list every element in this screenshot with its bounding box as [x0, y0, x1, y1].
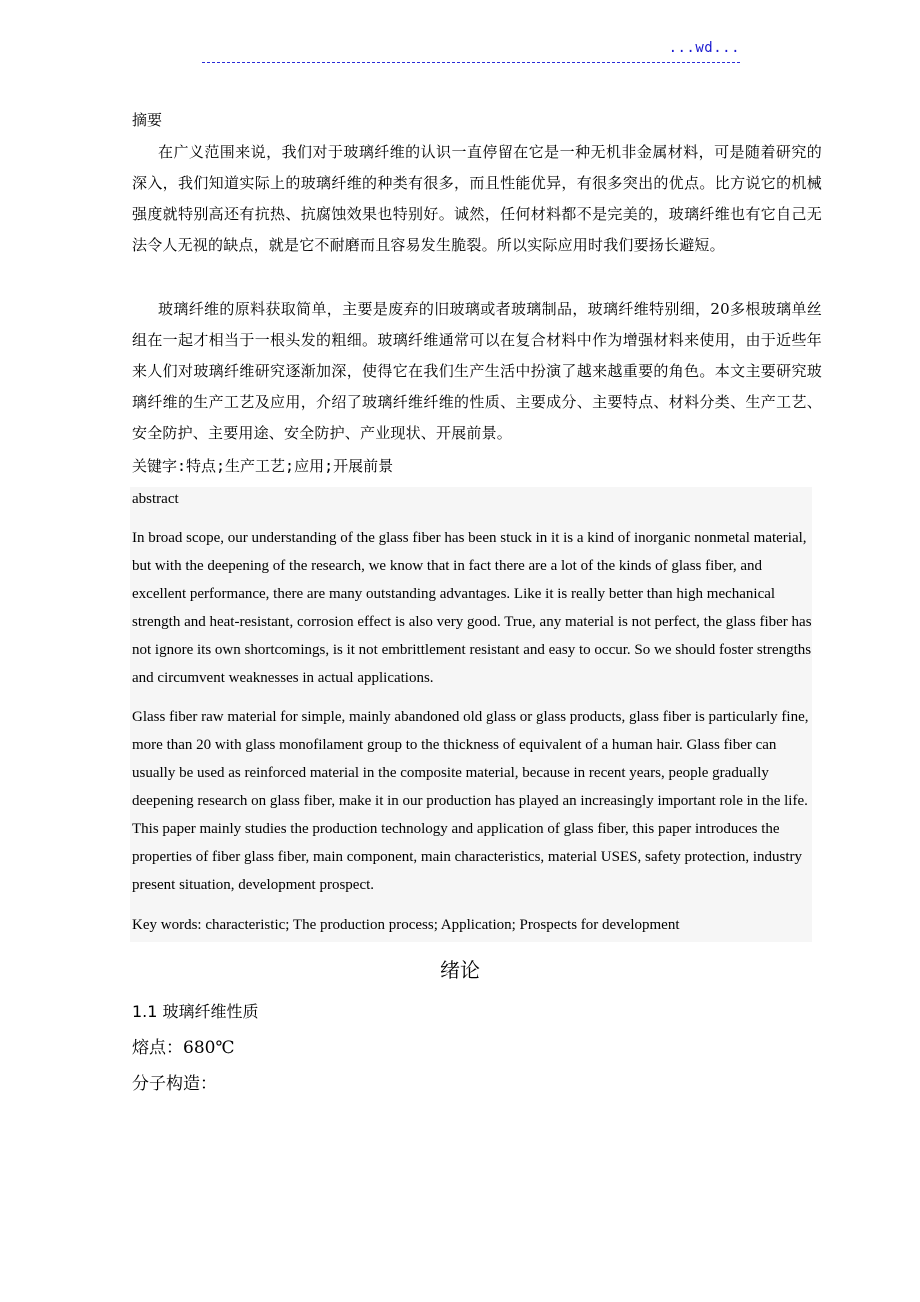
subsection-title: 1.1 玻璃纤维性质 — [132, 1002, 259, 1021]
keywords-zh: 关键字:特点;生产工艺;应用;开展前景 — [132, 457, 394, 475]
abstract-zh-title: 摘要 — [132, 111, 163, 129]
abstract-zh-paragraph: 玻璃纤维的原料获取简单，主要是废弃的旧玻璃或者玻璃制品，玻璃纤维特别细，20多根玻璃单丝组在一起才相当于一根头发的粗细。玻璃纤维通常可以在复合材料中作为增强材料来使用，由于近些年来人们对玻璃纤维研究逐渐加深，使得它在我们生产生活中扮演了越来越重要的角色。本文主要研究玻璃纤维的生产工艺及应用，介绍了玻璃纤维纤维的性质、主要成分、主要特点、材料分类、生产工艺、安全防护、主要用途、安全防护、产业现状、开展前景。 — [132, 300, 822, 442]
abstract-en-paragraph: In broad scope, our understanding of the glass fiber has been stuck in it is a kind of inorganic nonmetal material, but with the deepening of the research, we know that in fact there are a lot of the kinds of glass fiber, and excellent performance, there are many outstanding advantages. Like it is really better than high mechanical strength and heat-resistant, corrosion effect is also very good. True, any material is not perfect, the glass fiber has not ignore its own shortcomings, is it not embrittlement resistant and easy to occur. So we should foster strengths and circumvent weaknesses in actual applications. — [132, 530, 812, 686]
melting-point-line: 熔点：680℃ — [132, 1038, 235, 1058]
abstract-en-title: abstract — [132, 491, 179, 507]
page-header — [202, 40, 740, 63]
keywords-en: Key words: characteristic; The production process; Application; Prospects for development — [132, 917, 680, 933]
molecular-structure-line: 分子构造： — [132, 1074, 217, 1094]
abstract-zh-paragraph: 在广义范围来说，我们对于玻璃纤维的认识一直停留在它是一种无机非金属材料，可是随着研究的深入，我们知道实际上的玻璃纤维的种类有很多，而且性能优异，有很多突出的优点。比方说它的机械强度就特别高还有抗热、抗腐蚀效果也特别好。诚然，任何材料都不是完美的，玻璃纤维也有它自己无法令人无视的缺点，就是它不耐磨而且容易发生脆裂。所以实际应用时我们要扬长避短。 — [132, 143, 822, 254]
header-mark: ...wd... — [668, 40, 740, 56]
abstract-en-paragraph: Glass fiber raw material for simple, mainly abandoned old glass or glass products, glass fiber is particularly fine, more than 20 with glass monofilament group to the thickness of equivalent of a human hair. Glass fiber can usually be used as reinforced material in the composite material, because in recent years, people gradually deepening research on glass fiber, make it in our production has played an increasingly important role in the life. This paper mainly studies the production technology and application of glass fiber, this paper introduces the properties of fiber glass fiber, main component, main characteristics, material USES, safety protection, industry present situation, development prospect. — [132, 709, 809, 893]
section-title: 绪论 — [440, 958, 480, 982]
